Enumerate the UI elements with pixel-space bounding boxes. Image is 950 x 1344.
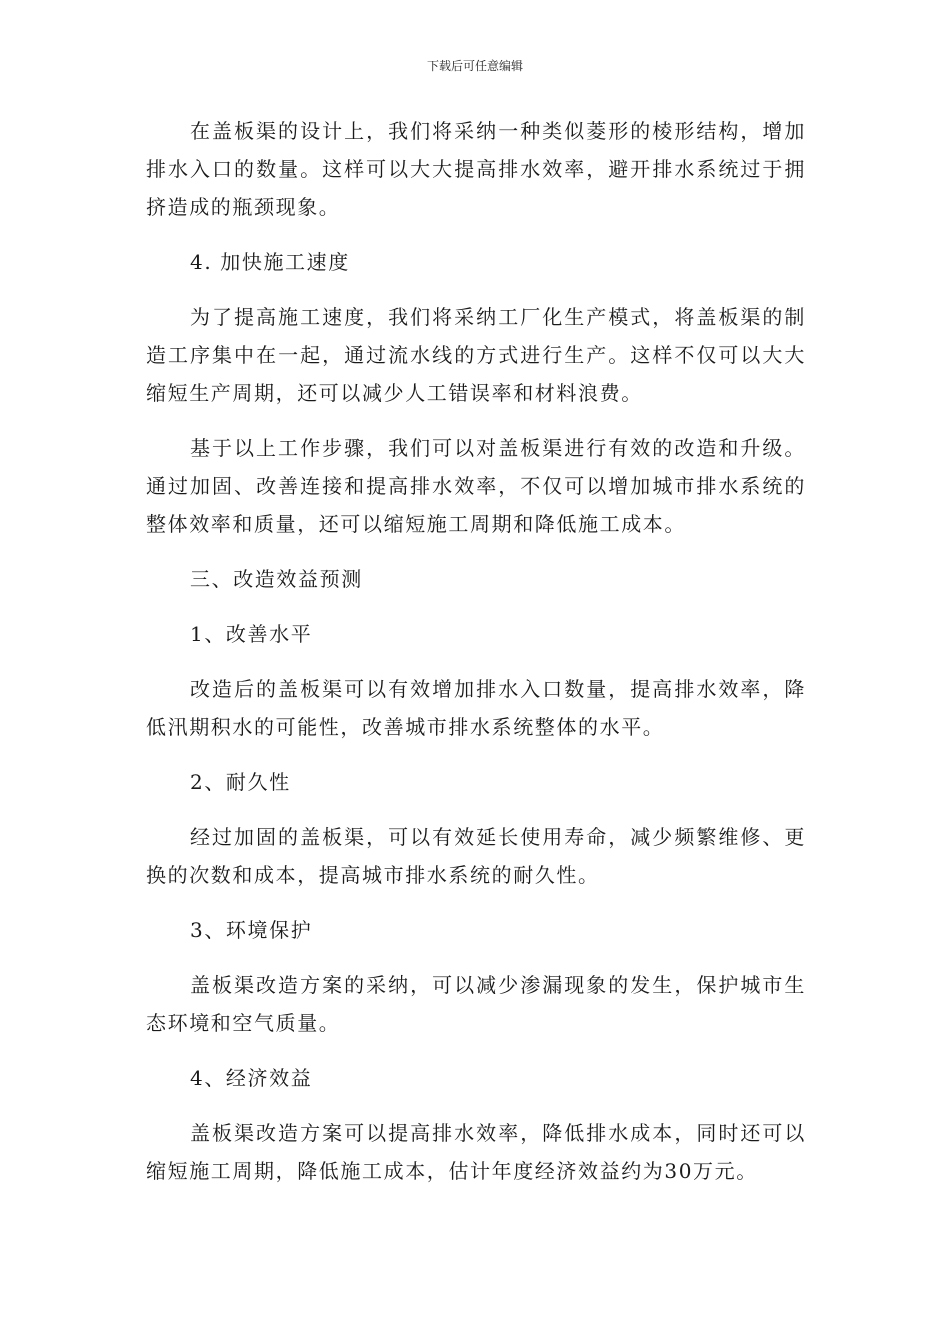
heading-construction-speed: 4. 加快施工速度 [190, 250, 350, 274]
paragraph-improve-level: 改造后的盖板渠可以有效增加排水入口数量，提高排水效率，降低汛期积水的可能性，改善城市排水系统整体的水平。 [146, 677, 806, 739]
paragraph-summary: 基于以上工作步骤，我们可以对盖板渠进行有效的改造和升级。通过加固、改善连接和提高排水效率，不仅可以增加城市排水系统的整体效率和质量，还可以缩短施工周期和降低施工成本。 [146, 436, 806, 536]
paragraph-factory-production: 为了提高施工速度，我们将采纳工厂化生产模式，将盖板渠的制造工序集中在一起，通过流水线的方式进行生产。这样不仅可以大大缩短生产周期，还可以减少人工错误率和材料浪费。 [146, 305, 806, 405]
paragraph-durability: 经过加固的盖板渠，可以有效延长使用寿命，减少频繁维修、更换的次数和成本，提高城市排水系统的耐久性。 [146, 825, 806, 887]
paragraph-design: 在盖板渠的设计上，我们将采纳一种类似菱形的棱形结构，增加排水入口的数量。这样可以大大提高排水效率，避开排水系统过于拥挤造成的瓶颈现象。 [146, 119, 806, 219]
paragraph-economic-benefit: 盖板渠改造方案可以提高排水效率，降低排水成本，同时还可以缩短施工周期，降低施工成本，估计年度经济效益约为30万元。 [146, 1121, 806, 1183]
heading-improve-level: 1、改善水平 [190, 622, 313, 646]
page-header: 下载后可任意编辑 [426, 59, 523, 73]
heading-economic-benefit: 4、经济效益 [190, 1066, 313, 1090]
heading-durability: 2、耐久性 [190, 770, 291, 794]
heading-benefit-forecast: 三、改造效益预测 [190, 567, 363, 591]
document-body [146, 112, 806, 1207]
paragraph-environment: 盖板渠改造方案的采纳，可以减少渗漏现象的发生，保护城市生态环境和空气质量。 [146, 973, 806, 1035]
heading-environment: 3、环境保护 [190, 918, 313, 942]
